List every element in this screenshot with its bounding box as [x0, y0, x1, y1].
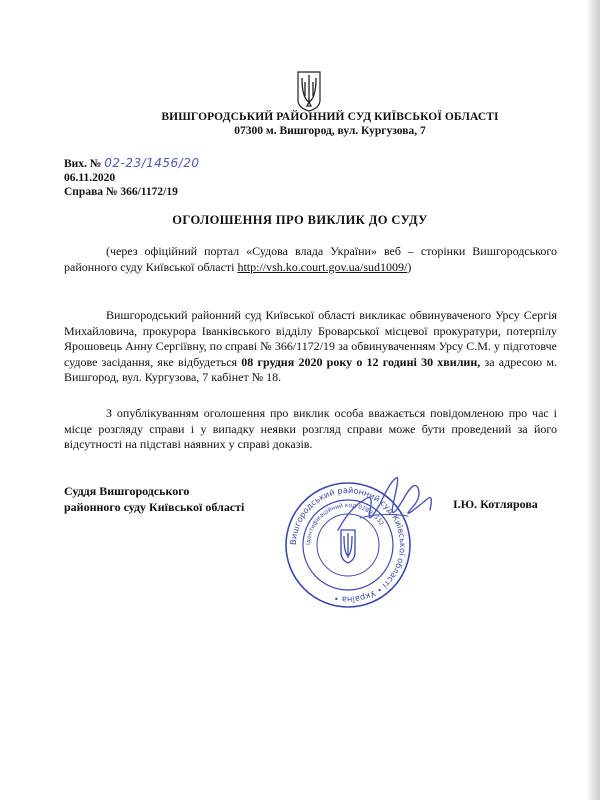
summons-paragraph [64, 308, 557, 386]
outgoing-label: Вих. № [64, 158, 102, 170]
court-address: 07300 м. Вишгород, вул. Кургузова, 7 [234, 125, 426, 137]
hearing-datetime: 08 грудня 2020 року о 12 годині 30 хвилин, [241, 354, 481, 369]
portal-note-text: (через офіційний портал «Судова влада України» веб – сторінки Вишгородського районного суду Київської області [64, 244, 557, 274]
judge-name: І.Ю. Котлярова [453, 497, 538, 511]
seal-ring-text: Вишгородський районний суд Київської області • Україна • [287, 484, 409, 606]
publication-text: З опублікуванням оголошення про виклик особа вважається повідомленою про час і місце розгляду справи і у випадку неявки розгляд справи може бути проведений за його відсутності на підставі наявних у справі доказів. [64, 406, 557, 451]
court-website-link[interactable]: http://vsh.ko.court.gov.ua/sud1009/ [237, 259, 408, 274]
judge-signature [330, 470, 440, 540]
portal-note [64, 244, 557, 275]
summons-text-part2: за адресою м. Вишгород, вул. Кургузова, 7 кабінет № 18. [64, 354, 557, 384]
judge-title-line2: районного суду Київської області [64, 500, 245, 514]
publication-paragraph [64, 406, 557, 453]
document-title: ОГОЛОШЕННЯ ПРО ВИКЛИК ДО СУДУ [172, 213, 428, 227]
judge-title [64, 483, 244, 515]
trident-emblem-icon [296, 68, 322, 112]
outgoing-number-line [64, 156, 200, 170]
document-date: 06.11.2020 [64, 172, 116, 184]
judge-title-line1: Суддя Вишгородського [64, 484, 190, 498]
court-name: ВИШГОРОДСЬКИЙ РАЙОННИЙ СУД КИЇВСЬКОЇ ОБЛАСТІ [161, 111, 499, 123]
case-number: Справа № 366/1172/19 [64, 186, 178, 198]
summons-text-part1: Вишгородський районний суд Київської області викликає обвинуваченого Урсу Сергія Михайловича, прокурора Іванківського відділу Броварської місцевої прокуратури, потерпілу Ярошовець Анну Сергіївну, по справі № 366/1172/19 за обвинуваченням Урсу С.М. у підготовче судове засідання, яке відбудеться [64, 308, 557, 369]
outgoing-number-handwritten: 02-23/1456/20 [104, 156, 200, 170]
portal-note-suffix: ) [407, 259, 412, 274]
seal-inner-text: Ідентифікаційний код 02891332 [305, 502, 385, 546]
page-edge-shadow [588, 0, 600, 800]
